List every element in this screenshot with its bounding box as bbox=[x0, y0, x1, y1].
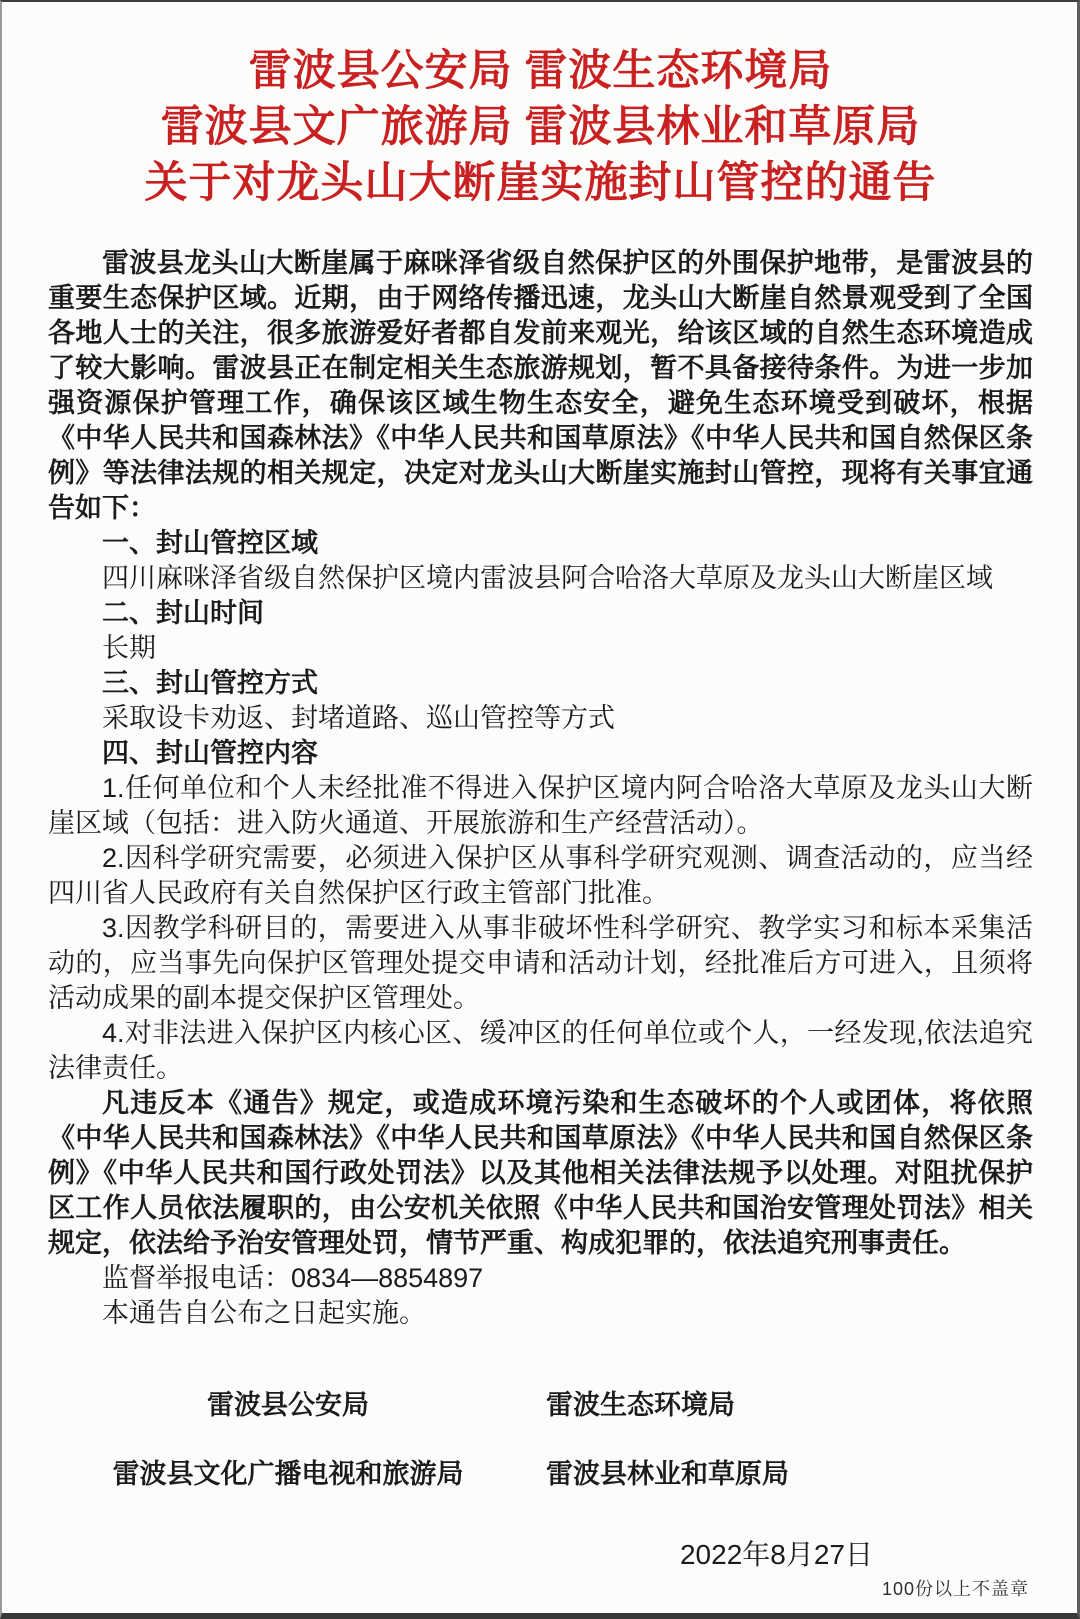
signature-public-security-bureau: 雷波县公安局 bbox=[207, 1390, 369, 1420]
print-footnote: 100份以上不盖章 bbox=[881, 1579, 1029, 1599]
section-4-item-2: 2.因科学研究需要，必须进入保护区从事科学研究观测、调查活动的，应当经四川省人民政府有关自然保护区行政主管部门批准。 bbox=[48, 843, 1033, 908]
section-4-item-4: 4.对非法进入保护区内核心区、缓冲区的任何单位或个人，一经发现,依法追究法律责任。 bbox=[48, 1018, 1033, 1083]
section-4-item-3: 3.因教学科研目的，需要进入从事非破坏性科学研究、教学实习和标本采集活动的，应当事先向保护区管理处提交申请和活动计划，经批准后方可进入，且须将活动成果的副本提交保护区管理处。 bbox=[48, 913, 1033, 1013]
section-1-paragraph: 四川麻咪泽省级自然保护区境内雷波县阿合哈洛大草原及龙头山大断崖区域 bbox=[102, 563, 993, 593]
section-3-paragraph: 采取设卡劝返、封堵道路、巡山管控等方式 bbox=[102, 703, 615, 733]
section-4-item-1: 1.任何单位和个人未经批准不得进入保护区境内阿合哈洛大草原及龙头山大断崖区域（包括：进入防火通道、开展旅游和生产经营活动）。 bbox=[48, 773, 1033, 838]
section-4-heading: 四、封山管控内容 bbox=[102, 738, 318, 768]
title-line-issuers-1: 雷波县公安局 雷波生态环境局 bbox=[248, 48, 833, 95]
intro-paragraph: 雷波县龙头山大断崖属于麻咪泽省级自然保护区的外围保护地带，是雷波县的重要生态保护区域。近期，由于网络传播迅速，龙头山大断崖自然景观受到了全国各地人士的关注，很多旅游爱好者都自发前来观光，给该区域的自然生态环境造成了较大影响。雷波县正在制定相关生态旅游规划，暂不具备接待条件。为进一步加强资源保护管理工作，确保该区域生物生态安全，避免生态环境受到破坏，根据《中华人民共和国森林法》《中华人民共和国草原法》《中华人民共和国自然保区条例》等法律法规的相关规定，决定对龙头山大断崖实施封山管控，现将有关事宜通告如下： bbox=[48, 248, 1033, 523]
document-title bbox=[48, 44, 1033, 212]
document-date: 2022年8月27日 bbox=[679, 1539, 873, 1570]
hotline-line: 监督举报电话：0834—8854897 bbox=[102, 1263, 484, 1293]
penalty-paragraph: 凡违反本《通告》规定，或造成环境污染和生态破坏的个人或团体，将依照《中华人民共和国森林法》《中华人民共和国草原法》《中华人民共和国自然保区条例》《中华人民共和国行政处罚法》以及其他相关法律法规予以处理。对阻扰保护区工作人员依法履职的，由公安机关依照《中华人民共和国治安管理处罚法》相关规定，依法给予治安管理处罚，情节严重、构成犯罪的，依法追究刑事责任。 bbox=[48, 1088, 1033, 1258]
signature-row-2 bbox=[48, 1452, 1033, 1491]
title-line-subject: 关于对龙头山大断崖实施封山管控的通告 bbox=[144, 160, 937, 207]
signature-forestry-grassland-bureau: 雷波县林业和草原局 bbox=[546, 1459, 789, 1489]
signature-ecology-environment-bureau: 雷波生态环境局 bbox=[546, 1390, 735, 1420]
effective-line: 本通告自公布之日起实施。 bbox=[102, 1298, 426, 1328]
section-3-heading: 三、封山管控方式 bbox=[102, 668, 318, 698]
section-2-heading: 二、封山时间 bbox=[102, 598, 264, 628]
signature-block bbox=[48, 1383, 1033, 1491]
signature-culture-tourism-bureau: 雷波县文化广播电视和旅游局 bbox=[112, 1459, 464, 1489]
section-1-heading: 一、封山管控区域 bbox=[102, 528, 318, 558]
document-body bbox=[48, 246, 1033, 1331]
title-line-issuers-2: 雷波县文广旅游局 雷波县林业和草原局 bbox=[160, 104, 921, 151]
section-2-paragraph: 长期 bbox=[102, 633, 156, 663]
signature-row-1 bbox=[48, 1383, 1033, 1422]
